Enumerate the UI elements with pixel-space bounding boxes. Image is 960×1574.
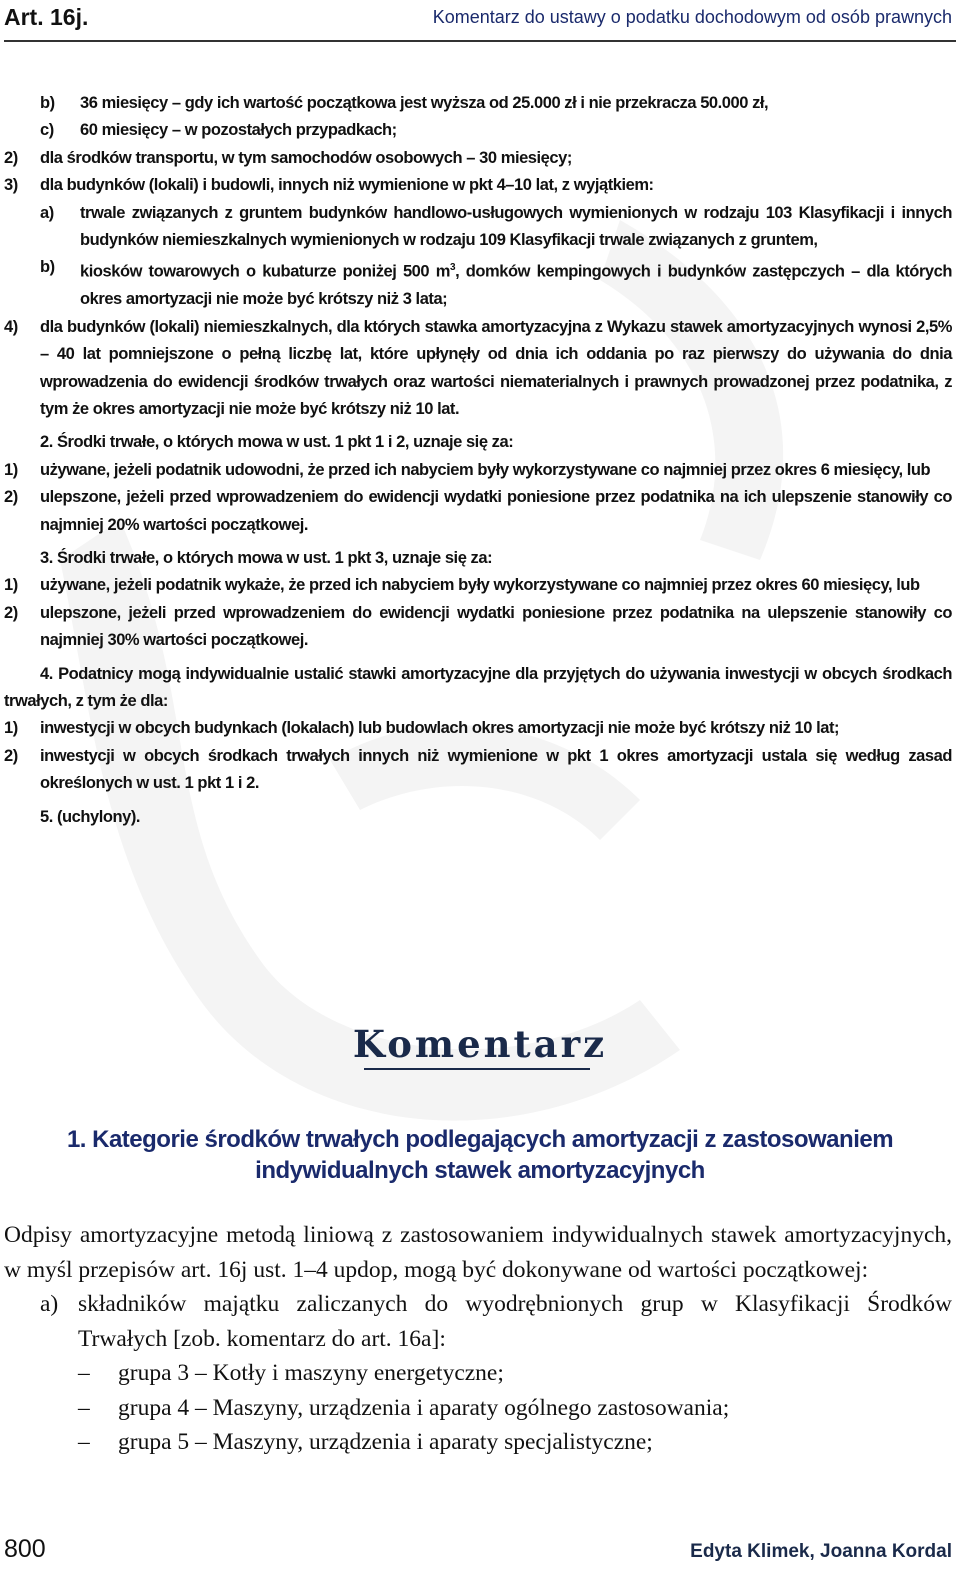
list-item: – grupa 5 – Maszyny, urządzenia i aparaty specjalistyczne; [78, 1429, 653, 1455]
authors: Edyta Klimek, Joanna Kordal [690, 1541, 952, 1562]
intro-paragraph: Odpisy amortyzacyjne metodą liniową z zastosowaniem indywidualnych stawek amortyzacyjnych, w myśl przepisów art. 16j ust. 1–4 updop, mogą być dokonywane od wartości początkowej: [4, 1222, 952, 1283]
commentary-heading-underline [364, 1068, 590, 1070]
page-header [4, 4, 952, 32]
commentary-body [4, 1218, 952, 1460]
list-item: – grupa 3 – Kotły i maszyny energetyczne; [78, 1360, 504, 1386]
list-item: 1) używane, jeżeli podatnik wykaże, że przed ich nabyciem były wykorzystywane co najmniej przez okres 60 miesięcy, lub [4, 576, 920, 595]
commentary-heading: Komentarz [352, 1022, 608, 1066]
list-item: b) kiosków towarowych o kubaturze poniżej 500 $m^3$, domków kempingowych i budynków zastępczych – dla których okres amortyzacji nie może być krótszy niż 3 lata; [40, 258, 952, 309]
list-item: 2) dla środków transportu, w tym samochodów osobowych – 30 miesięcy; [4, 148, 572, 167]
list-item: c) 60 miesięcy – w pozostałych przypadkach; [40, 121, 397, 140]
paragraph-3: 3. Środki trwałe, o których mowa w ust. 1 pkt 3, uznaje się za: [40, 549, 493, 567]
list-item: b) 36 miesięcy – gdy ich wartość początkowa jest wyższa od 25.000 zł i nie przekracza 50.000 zł, [40, 94, 769, 112]
list-item: – grupa 4 – Maszyny, urządzenia i aparaty ogólnego zastosowania; [78, 1394, 730, 1421]
list-item: 4) dla budynków (lokali) niemieszkalnych, dla których stawka amortyzacyjna z Wykazu stawek amortyzacyjnych wynosi 2,5% – 40 lat pomniejszone o pełną liczbę lat, które upłynęły od dnia ich oddania po raz pierwszy do używania do dnia wprowadzenia do ewidencji środków trwałych oraz wartości niematerialnych i prawnych prowadzonej przez podatnika, z tym że okres amortyzacji nie może być krótszy niż 10 lat. [4, 317, 952, 418]
paragraph-5: 5. (uchylony). [40, 807, 141, 826]
list-item: a) trwale związanych z gruntem budynków handlowo-usługowych wymienionych w rodzaju 103 Klasyfikacji i innych budynków niemieszkalnych wymienionych w rodzaju 109 Klasyfikacji trwale związanych z gruntem, [40, 203, 952, 250]
list-item: 3) dla budynków (lokali) i budowli, innych niż wymienione w pkt 4–10 lat, z wyjątkiem: [4, 176, 654, 195]
header-divider [4, 40, 956, 42]
list-item: 1) inwestycji w obcych budynkach (lokalach) lub budowlach okres amortyzacji nie może być krótszy niż 10 lat; [4, 719, 840, 738]
statute-text [4, 90, 952, 831]
article-number: Art. 16j. [4, 4, 89, 30]
list-item: 2) ulepszone, jeżeli przed wprowadzeniem do ewidencji wydatki poniesione przez podatnika na ich ulepszenie stanowiły co najmniej 20% wartości początkowej. [4, 488, 952, 534]
list-item: 2) ulepszone, jeżeli przed wprowadzeniem do ewidencji wydatki poniesione przez podatnika na ulepszenie stanowiły co najmniej 30% wartości początkowej. [4, 603, 952, 650]
list-item: 2) inwestycji w obcych środkach trwałych innych niż wymienione w pkt 1 okres amortyzacji ustala się według zasad określonych w ust. 1 pkt 1 i 2. [4, 746, 952, 793]
section-title: 1. Kategorie środków trwałych podlegających amortyzacji z zastosowaniem indywidualnych stawek amortyzacyjnych [66, 1126, 894, 1184]
page-footer [4, 1535, 952, 1565]
list-item: 1) używane, jeżeli podatnik udowodni, że przed ich nabyciem były wykorzystywane co najmniej przez okres 6 miesięcy, lub [4, 460, 931, 479]
paragraph-4: 4. Podatnicy mogą indywidualnie ustalić stawki amortyzacyjne dla przyjętych do używania inwestycji w obcych środkach trwałych, z tym że dla: [4, 664, 952, 711]
list-item: a) składników majątku zaliczanych do wyodrębnionych grup w Klasyfikacji Środków Trwałych [zob. komentarz do art. 16a]: [40, 1291, 952, 1352]
running-title: Komentarz do ustawy o podatku dochodowym od osób prawnych [432, 7, 952, 27]
paragraph-2: 2. Środki trwałe, o których mowa w ust. 1 pkt 1 i 2, uznaje się za: [40, 433, 514, 452]
page-number: 800 [4, 1535, 46, 1563]
